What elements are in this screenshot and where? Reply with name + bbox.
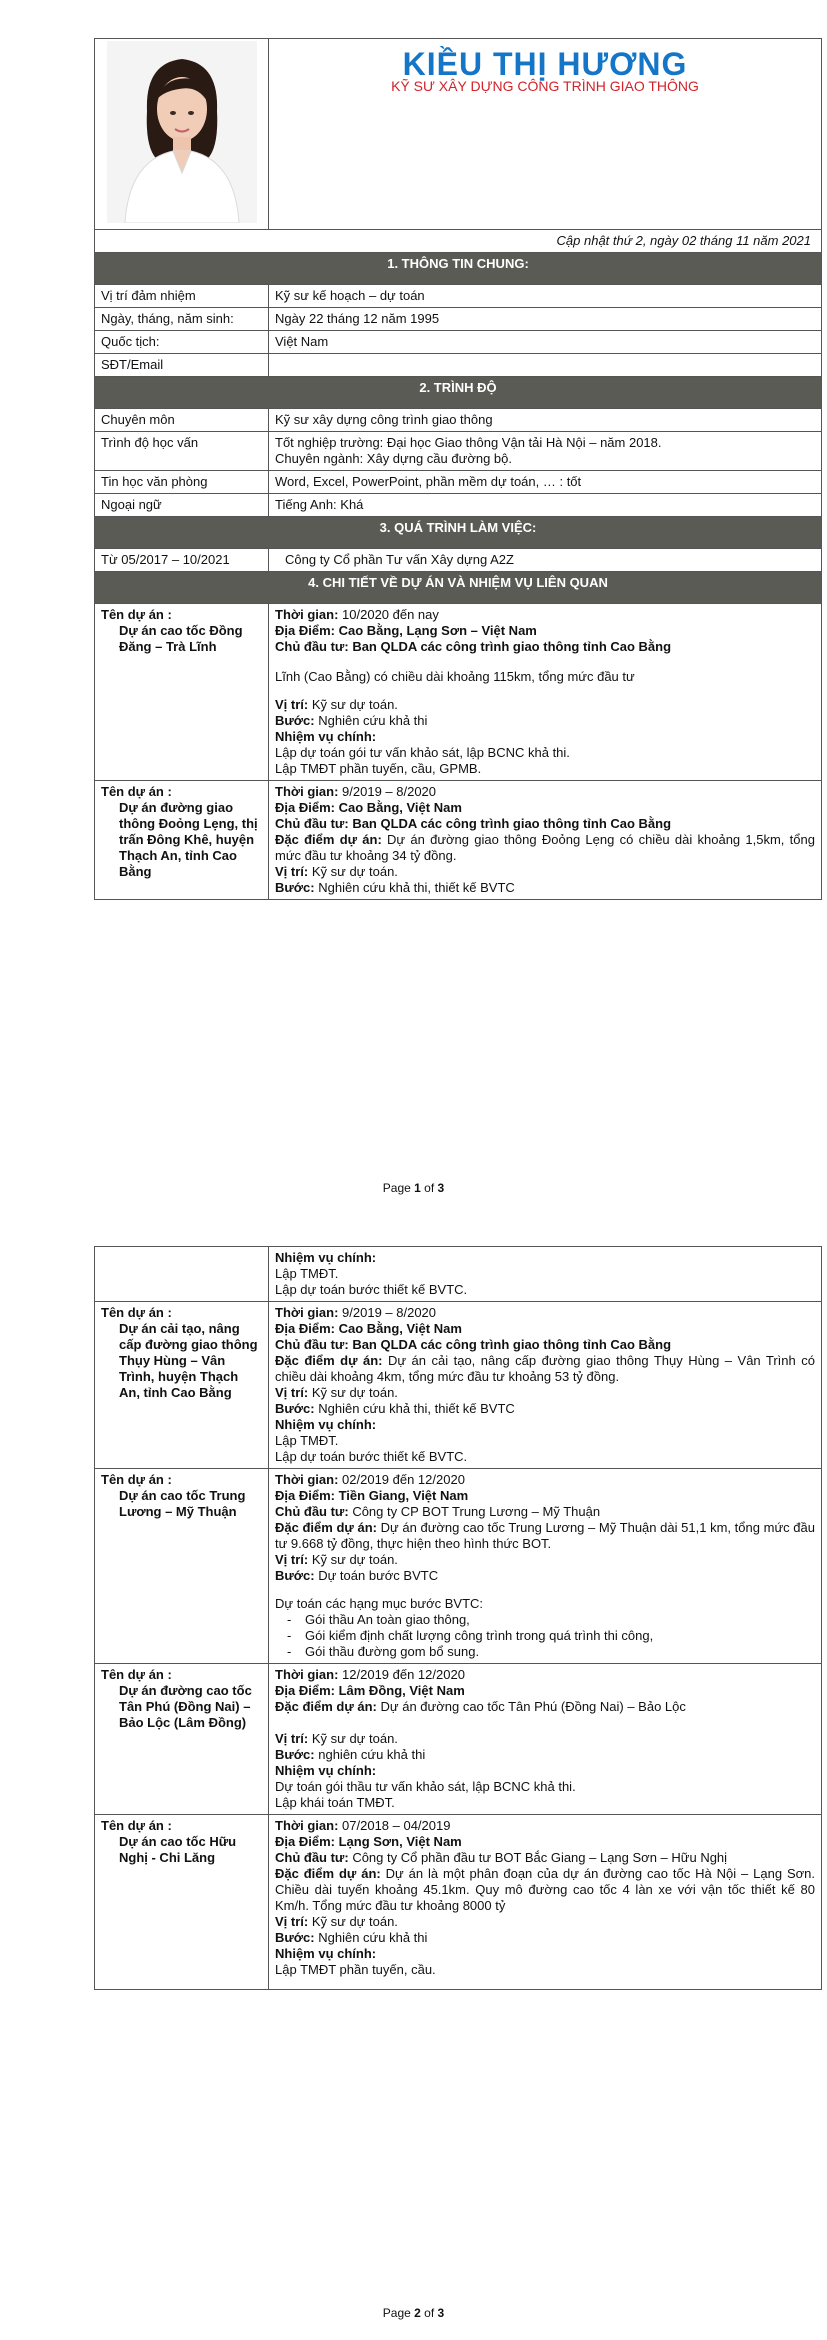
time-label: Thời gian: (275, 1818, 339, 1833)
field-label: Vị trí đảm nhiệm (95, 285, 269, 308)
project-feature: Dự án đường giao thông Đoỏng Lẹng có chiều dài khoảng 1,5km, tổng mức đầu tư khoảng 34 tỷ đồng. (275, 832, 815, 863)
role-label: Vị trí: (275, 864, 309, 879)
project-time: 9/2019 – 8/2020 (342, 784, 437, 799)
place-label: Địa Điểm: (275, 800, 335, 815)
section-projects: 4. CHI TIẾT VỀ DỰ ÁN VÀ NHIỆM VỤ LIÊN QUAN (95, 572, 822, 604)
step-label: Bước: (275, 880, 315, 895)
field-value-empty (269, 354, 822, 377)
project-role: Kỹ sư dự toán. (311, 1552, 398, 1567)
project-task: Lập dự toán gói tư vấn khảo sát, lập BCNC khả thi. (275, 745, 570, 760)
project-role: Kỹ sư dự toán. (311, 1914, 398, 1929)
project-label: Tên dự án : (101, 1818, 172, 1833)
project-row (95, 1302, 822, 1469)
cv-table-page-1 (94, 38, 822, 900)
section-general: 1. THÔNG TIN CHUNG: (95, 253, 822, 285)
feature-label: Đặc điểm dự án: (275, 1699, 377, 1714)
role-label: Vị trí: (275, 1914, 309, 1929)
tasks-label: Nhiệm vụ chính: (275, 729, 377, 744)
project-label: Tên dự án : (101, 607, 172, 622)
field-value: Ngày 22 tháng 12 năm 1995 (269, 308, 822, 331)
investor-label: Chủ đầu tư: (275, 1337, 349, 1352)
project-row (95, 604, 822, 781)
step-label: Bước: (275, 713, 315, 728)
person-title: KỸ SƯ XÂY DỰNG CÔNG TRÌNH GIAO THÔNG (391, 78, 699, 94)
feature-label: Đặc điểm dự án: (275, 1866, 381, 1881)
project-time: 07/2018 – 04/2019 (342, 1818, 451, 1833)
project-investor: Công ty Cổ phần đầu tư BOT Bắc Giang – Lạng Sơn – Hữu Nghị (352, 1850, 728, 1865)
step-label: Bước: (275, 1747, 315, 1762)
field-value: Kỹ sư xây dựng công trình giao thông (269, 409, 822, 432)
step-label: Bước: (275, 1568, 315, 1583)
project-time: 9/2019 – 8/2020 (342, 1305, 437, 1320)
update-date: Cập nhật thứ 2, ngày 02 tháng 11 năm 2021 (95, 230, 822, 253)
project-step: Dự toán bước BVTC (318, 1568, 439, 1583)
feature-label: Đặc điểm dự án: (275, 1520, 377, 1535)
project-row (95, 781, 822, 900)
project-name: Dự án cải tạo, nâng cấp đường giao thông Thụy Hùng – Vân Trình, huyện Thạch An, tỉnh Cao Bằng (119, 1321, 258, 1400)
project-name: Dự án đường giao thông Đoỏng Lẹng, thị trấn Đông Khê, huyện Thạch An, tỉnh Cao Bằng (119, 800, 258, 879)
project-task: Lập TMĐT. (275, 1433, 339, 1448)
project-role: Kỹ sư dự toán. (311, 1385, 398, 1400)
field-value: Việt Nam (269, 331, 822, 354)
project-task: Dự toán gói thầu tư vấn khảo sát, lập BCNC khả thi. (275, 1779, 576, 1794)
field-label: Ngày, tháng, năm sinh: (95, 308, 269, 331)
project-place: Lạng Sơn, Việt Nam (338, 1834, 462, 1849)
role-label: Vị trí: (275, 697, 309, 712)
project-place: Cao Bằng, Việt Nam (338, 800, 462, 815)
page-footer-2: Page 2 of 3 (382, 2306, 445, 2320)
project-name: Dự án cao tốc Hữu Nghị - Chi Lăng (119, 1834, 237, 1865)
project-row (95, 1815, 822, 1990)
person-name: KIỀU THỊ HƯƠNG (402, 46, 688, 82)
role-label: Vị trí: (275, 1552, 309, 1567)
portrait-photo (107, 41, 257, 223)
section-education: 2. TRÌNH ĐỘ (95, 377, 822, 409)
project-task: Lập TMĐT phần tuyến, cầu. (275, 1962, 436, 1977)
project-row (95, 1664, 822, 1815)
project-name: Dự án cao tốc Đồng Đăng – Trà Lĩnh (119, 623, 243, 654)
project-step: Nghiên cứu khả thi (318, 1930, 428, 1945)
project-task: Lập dự toán bước thiết kế BVTC. (275, 1282, 468, 1297)
role-label: Vị trí: (275, 1385, 309, 1400)
header-row (95, 39, 822, 230)
project-task: Lập dự toán bước thiết kế BVTC. (275, 1449, 468, 1464)
project-feature: Dự án là một phân đoạn của dự án đường cao tốc Hà Nội – Lạng Sơn. Chiều dài tuyến khoảng 45.1km. Quy mô đường cao tốc 4 làn xe với vận tốc thiết kế 80 Km/h. Tổng mức đầu tư khoảng 8000 tỷ (275, 1866, 815, 1913)
project-investor: Ban QLDA các công trình giao thông tỉnh Cao Bằng (352, 639, 672, 654)
field-value: Kỹ sư kế hoạch – dự toán (269, 285, 822, 308)
field-label: SĐT/Email (95, 354, 269, 377)
project-step: nghiên cứu khả thi (318, 1747, 426, 1762)
tasks-label: Nhiệm vụ chính: (275, 1250, 377, 1265)
project-step: Nghiên cứu khả thi (318, 713, 428, 728)
tasks-label: Nhiệm vụ chính: (275, 1763, 377, 1778)
step-label: Bước: (275, 1930, 315, 1945)
project-label: Tên dự án : (101, 1305, 172, 1320)
project-role: Kỹ sư dự toán. (311, 864, 398, 879)
project-row (95, 1469, 822, 1664)
step-label: Bước: (275, 1401, 315, 1416)
investor-label: Chủ đầu tư: (275, 816, 349, 831)
name-cell (269, 39, 822, 230)
project-time: 12/2019 đến 12/2020 (342, 1667, 465, 1682)
field-value (269, 432, 822, 471)
investor-label: Chủ đầu tư: (275, 1504, 349, 1519)
project-description: Lĩnh (Cao Bằng) có chiều dài khoảng 115km, tổng mức đầu tư (275, 669, 635, 684)
tasks-intro: Dự toán các hạng mục bước BVTC: (275, 1596, 484, 1611)
place-label: Địa Điểm: (275, 1321, 335, 1336)
list-item: - Gói thầu đường gom bổ sung. (305, 1644, 815, 1660)
project-investor: Công ty CP BOT Trung Lương – Mỹ Thuận (352, 1504, 601, 1519)
project-feature: Dự án cải tạo, nâng cấp đường giao thông Thụy Hùng – Vân Trình có chiều dài khoảng 4km, tổng mức đầu tư khoảng 53 tỷ đồng. (275, 1353, 815, 1384)
photo-cell (95, 39, 269, 230)
time-label: Thời gian: (275, 1472, 339, 1487)
project-time: 02/2019 đến 12/2020 (342, 1472, 465, 1487)
project-row-continued (95, 1247, 822, 1302)
project-feature: Dự án đường cao tốc Trung Lương – Mỹ Thuận dài 51,1 km, tổng mức đầu tư 9.668 tỷ đồng, thực hiện theo hình thức BOT. (275, 1520, 815, 1551)
project-feature: Dự án đường cao tốc Tân Phú (Đồng Nai) – Bảo Lộc (380, 1699, 686, 1714)
time-label: Thời gian: (275, 784, 339, 799)
time-label: Thời gian: (275, 1305, 339, 1320)
degree-line: Chuyên ngành: Xây dựng cầu đường bộ. (275, 451, 512, 466)
field-label: Ngoại ngữ (95, 494, 269, 517)
tasks-label: Nhiệm vụ chính: (275, 1417, 377, 1432)
project-label: Tên dự án : (101, 1472, 172, 1487)
project-task: Lập TMĐT phần tuyến, cầu, GPMB. (275, 761, 482, 776)
project-name: Dự án cao tốc Trung Lương – Mỹ Thuận (119, 1488, 246, 1519)
page-footer-1: Page 1 of 3 (382, 1181, 445, 1195)
field-value: Tiếng Anh: Khá (269, 494, 822, 517)
project-step: Nghiên cứu khả thi, thiết kế BVTC (318, 880, 515, 895)
investor-label: Chủ đầu tư: (275, 639, 349, 654)
feature-label: Đặc điểm dự án: (275, 1353, 383, 1368)
project-place: Cao Bằng, Lạng Sơn – Việt Nam (338, 623, 537, 638)
field-label: Chuyên môn (95, 409, 269, 432)
field-value: Word, Excel, PowerPoint, phần mềm dự toán, … : tốt (269, 471, 822, 494)
list-item: - Gói kiểm định chất lượng công trình trong quá trình thi công, (305, 1628, 815, 1644)
place-label: Địa Điểm: (275, 1488, 335, 1503)
section-work: 3. QUÁ TRÌNH LÀM VIỆC: (95, 517, 822, 549)
project-task: Lập TMĐT. (275, 1266, 339, 1281)
project-task: Lập khái toán TMĐT. (275, 1795, 395, 1810)
project-place: Cao Bằng, Việt Nam (338, 1321, 462, 1336)
cv-table-page-2 (94, 1246, 822, 1990)
project-role: Kỹ sư dự toán. (311, 697, 398, 712)
time-label: Thời gian: (275, 1667, 339, 1682)
project-place: Tiền Giang, Việt Nam (338, 1488, 469, 1503)
field-label: Quốc tịch: (95, 331, 269, 354)
bvtc-item-list (275, 1612, 815, 1660)
project-investor: Ban QLDA các công trình giao thông tỉnh Cao Bằng (352, 816, 672, 831)
place-label: Địa Điểm: (275, 623, 335, 638)
project-place: Lâm Đồng, Việt Nam (338, 1683, 465, 1698)
project-label: Tên dự án : (101, 784, 172, 799)
degree-line: Tốt nghiệp trường: Đại học Giao thông Vận tải Hà Nội – năm 2018. (275, 435, 662, 450)
project-step: Nghiên cứu khả thi, thiết kế BVTC (318, 1401, 515, 1416)
project-role: Kỹ sư dự toán. (311, 1731, 398, 1746)
role-label: Vị trí: (275, 1731, 309, 1746)
project-time: 10/2020 đến nay (342, 607, 439, 622)
project-investor: Ban QLDA các công trình giao thông tỉnh Cao Bằng (352, 1337, 672, 1352)
investor-label: Chủ đầu tư: (275, 1850, 349, 1865)
work-period: Từ 05/2017 – 10/2021 (95, 549, 269, 572)
project-label: Tên dự án : (101, 1667, 172, 1682)
field-label: Tin học văn phòng (95, 471, 269, 494)
tasks-label: Nhiệm vụ chính: (275, 1946, 377, 1961)
work-company: Công ty Cổ phần Tư vấn Xây dựng A2Z (269, 549, 822, 572)
place-label: Địa Điểm: (275, 1834, 335, 1849)
feature-label: Đặc điểm dự án: (275, 832, 382, 847)
field-label: Trình độ học vấn (95, 432, 269, 471)
project-name: Dự án đường cao tốc Tân Phú (Đồng Nai) – Bảo Lộc (Lâm Đồng) (119, 1683, 252, 1730)
time-label: Thời gian: (275, 607, 339, 622)
place-label: Địa Điểm: (275, 1683, 335, 1698)
list-item: - Gói thầu An toàn giao thông, (305, 1612, 815, 1628)
